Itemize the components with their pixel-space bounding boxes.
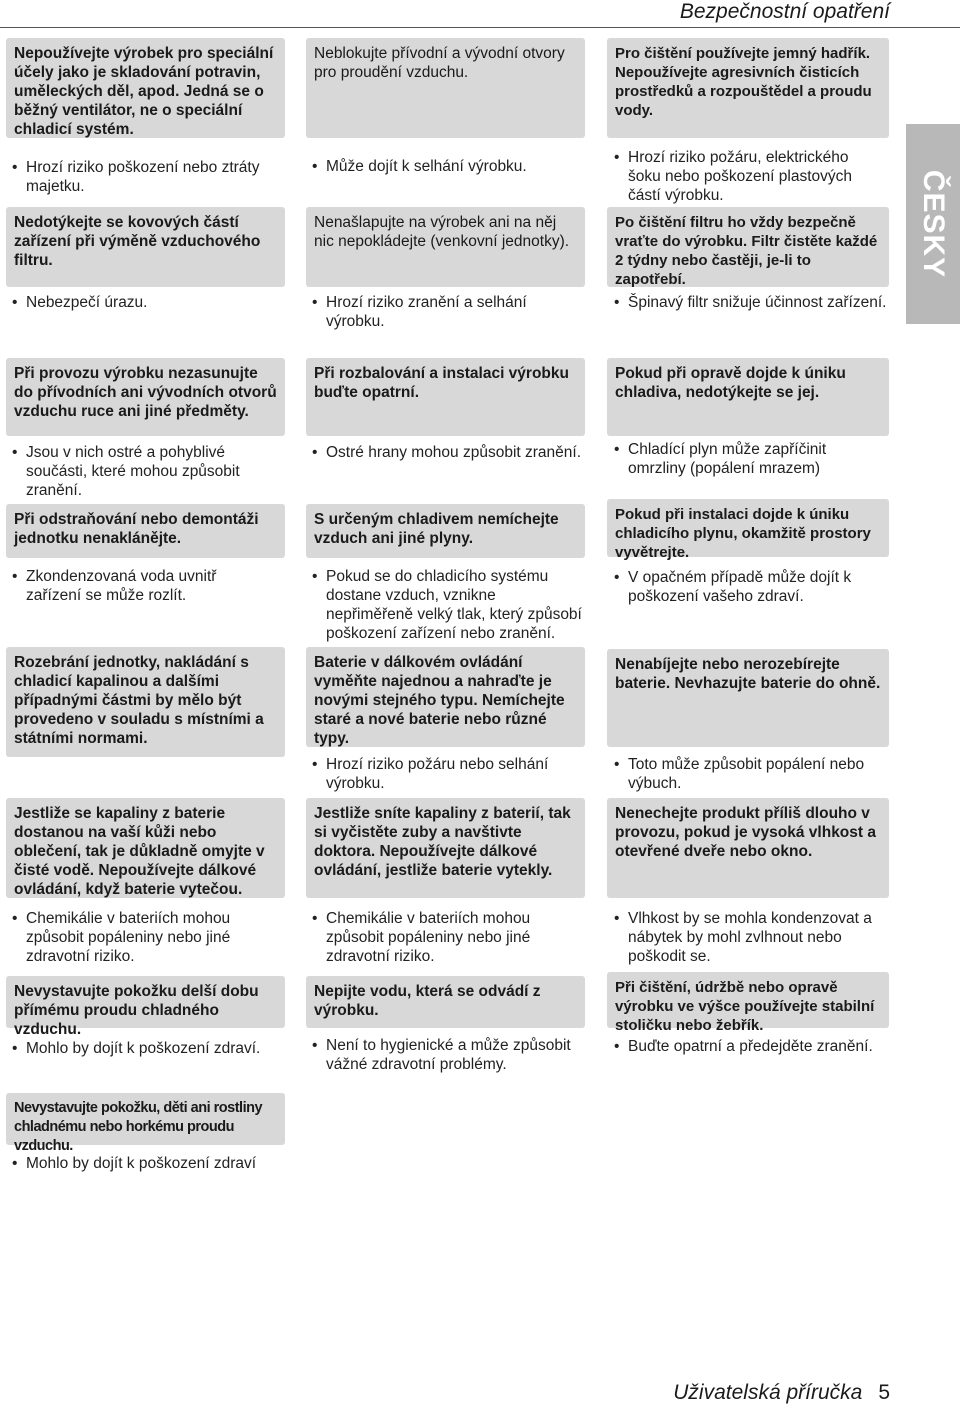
warning-box: Nepoužívejte výrobek pro speciální účely jako je skladování potravin, uměleckých děl, apod. Jedná se o běžný ventilátor, ne o speciální chladicí systém. [6, 38, 285, 138]
consequence-bullet: • Vlhkost by se mohla kondenzovat a nábytek by mohl zvlhnout nebo poškodit se. [614, 909, 874, 966]
warning-box: Jestliže se kapaliny z baterie dostanou na vaší kůži nebo oblečení, tak je důkladně omyjte v čisté vodě. Nepoužívejte dálkové ovládání, když baterie vytečou. [6, 798, 285, 898]
consequence-bullet: • Hrozí riziko poškození nebo ztráty majetku. [12, 158, 282, 196]
consequence-bullet: • Mohlo by dojít k poškození zdraví. [12, 1039, 282, 1058]
consequence-bullet: • Není to hygienické a může způsobit vážné zdravotní problémy. [312, 1036, 587, 1074]
warning-box: Baterie v dálkovém ovládání vyměňte najednou a nahraďte je novými stejného typu. Nemíchejte staré a nové baterie nebo různé typy. [306, 647, 585, 747]
warning-box: Nenašlapujte na výrobek ani na něj nic nepokládejte (venkovní jednotky). [306, 207, 585, 287]
consequence-bullet: • Špinavý filtr snižuje účinnost zařízení. [614, 293, 899, 312]
warning-box: Nedotýkejte se kovových částí zařízení při výměně vzduchového filtru. [6, 207, 285, 287]
warning-box: Při provozu výrobku nezasunujte do přívodních ani vývodních otvorů vzduchu ruce ani jiné předměty. [6, 358, 285, 436]
warning-box: Po čištění filtru ho vždy bezpečně vraťte do výrobku. Filtr čistěte každé 2 týdny nebo častěji, je-li to zapotřebí. [607, 207, 889, 287]
warning-box: S určeným chladivem nemíchejte vzduch ani jiné plyny. [306, 504, 585, 558]
header-rule [0, 27, 960, 28]
language-tab-label: ČESKY [917, 169, 950, 279]
warning-box: Při čištění, údržbě nebo opravě výrobku ve výšce používejte stabilní stoličku nebo žebřík. [607, 972, 889, 1028]
warning-box: Rozebrání jednotky, nakládání s chladicí kapalinou a dalšími případnými částmi by mělo být provedeno v souladu s místními a státními normami. [6, 647, 285, 757]
consequence-bullet: • Jsou v nich ostré a pohyblivé součásti, které mohou způsobit zranění. [12, 443, 262, 500]
warning-box: Pokud při opravě dojde k úniku chladiva, nedotýkejte se jej. [607, 358, 889, 436]
warning-box: Nenabíjejte nebo nerozebírejte baterie. Nevhazujte baterie do ohně. [607, 649, 889, 747]
page-number: 5 [878, 1381, 890, 1404]
warning-box: Nenechejte produkt příliš dlouho v provozu, pokud je vysoká vlhkost a otevřené dveře nebo okno. [607, 798, 889, 898]
consequence-bullet: • Nebezpečí úrazu. [12, 293, 282, 312]
consequence-bullet: • Hrozí riziko požáru nebo selhání výrobku. [312, 755, 562, 793]
consequence-bullet: • Pokud se do chladicího systému dostane vzduch, vznikne nepřiměřeně velký tlak, který způsobí poškození zařízení nebo zranění. [312, 567, 582, 643]
warning-box: Nevystavujte pokožku, děti ani rostliny chladnému nebo horkému proudu vzduchu. [6, 1093, 285, 1145]
warning-box: Pokud při instalaci dojde k úniku chladicího plynu, okamžitě prostory vyvětrejte. [607, 499, 889, 557]
language-tab [906, 124, 960, 324]
warning-box: Pro čištění používejte jemný hadřík. Nepoužívejte agresivních čisticích prostředků a rozpouštědel a proudu vody. [607, 38, 889, 138]
consequence-bullet: • Ostré hrany mohou způsobit zranění. [312, 443, 587, 462]
consequence-bullet: • Chladící plyn může zapříčinit omrzliny (popálení mrazem) [614, 440, 874, 478]
consequence-bullet: • Zkondenzovaná voda uvnitř zařízení se může rozlít. [12, 567, 242, 605]
warning-box: Jestliže sníte kapaliny z baterií, tak si vyčistěte zuby a navštivte doktora. Nepoužívejte dálkové ovládání, jestliže baterie vytekly. [306, 798, 585, 898]
warning-box: Při odstraňování nebo demontáži jednotku nenaklánějte. [6, 504, 285, 558]
consequence-bullet: • Hrozí riziko požáru, elektrického šoku nebo poškození plastových částí výrobku. [614, 148, 874, 205]
consequence-bullet: • Buďte opatrní a předejděte zranění. [614, 1037, 894, 1056]
warning-box: Nepijte vodu, která se odvádí z výrobku. [306, 976, 585, 1028]
page-header-title: Bezpečnostní opatření [679, 0, 890, 23]
consequence-bullet: • V opačném případě může dojít k poškození vašeho zdraví. [614, 568, 874, 606]
consequence-bullet: • Chemikálie v bateriích mohou způsobit popáleniny nebo jiné zdravotní riziko. [312, 909, 562, 966]
warning-box: Nevystavujte pokožku delší dobu přímému proudu chladného vzduchu. [6, 976, 285, 1028]
consequence-bullet: • Může dojít k selhání výrobku. [312, 157, 582, 176]
consequence-bullet: • Hrozí riziko zranění a selhání výrobku. [312, 293, 587, 331]
page-footer [673, 1381, 890, 1405]
consequence-bullet: • Chemikálie v bateriích mohou způsobit popáleniny nebo jiné zdravotní riziko. [12, 909, 262, 966]
consequence-bullet: • Toto může způsobit popálení nebo výbuch. [614, 755, 874, 793]
consequence-bullet: • Mohlo by dojít k poškození zdraví [12, 1154, 282, 1173]
warning-box: Neblokujte přívodní a vývodní otvory pro proudění vzduchu. [306, 38, 585, 138]
footer-title: Uživatelská příručka [673, 1381, 863, 1404]
warning-box: Při rozbalování a instalaci výrobku buďte opatrní. [306, 358, 585, 436]
